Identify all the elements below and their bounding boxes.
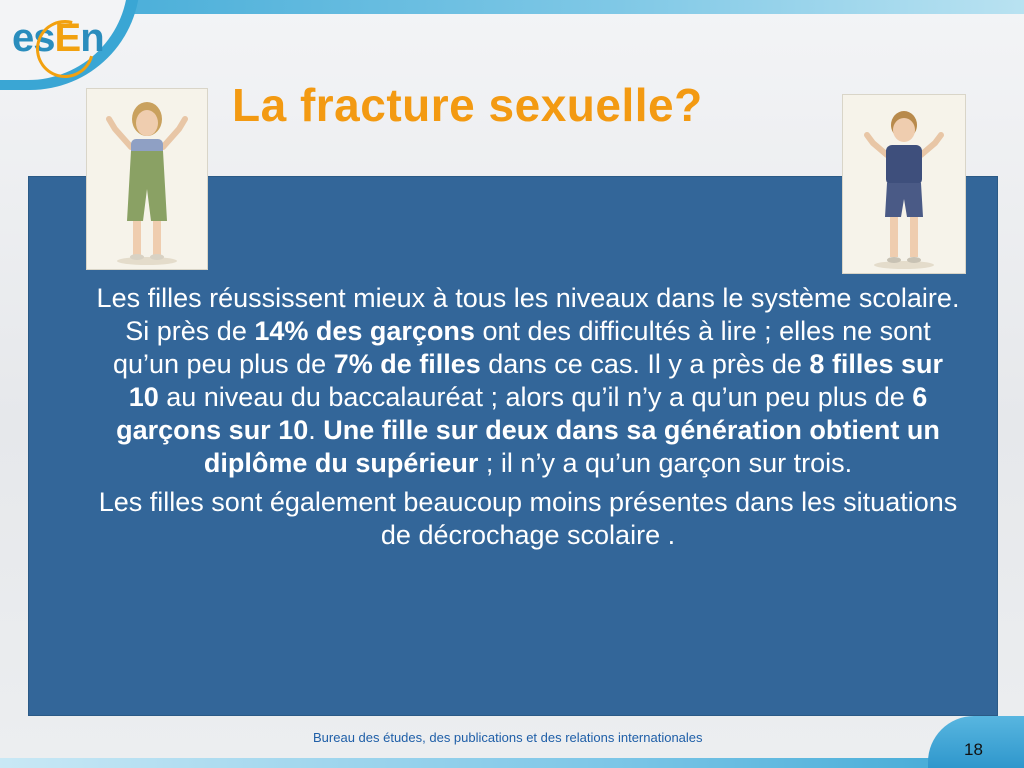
- body-paragraph-2: Les filles sont également beaucoup moins présentes dans les situations de décrochage scolaire .: [98, 487, 958, 550]
- body-p1-run: ont des difficultés à lire ; elles ne sont qu’un peu plus de: [112, 316, 931, 379]
- slide-body: [96, 282, 960, 552]
- page-number: 18: [964, 740, 983, 759]
- body-p1-bold: Une fille sur deux dans sa génération obtient un diplôme du supérieur: [203, 415, 940, 478]
- slide-title: La fracture sexuelle?: [232, 79, 703, 131]
- top-accent-band: [0, 0, 1024, 14]
- logo-text-e: E: [54, 16, 81, 60]
- body-p1-run: dans ce cas. Il y a près de: [480, 349, 810, 379]
- logo-text-prefix: es: [12, 16, 55, 60]
- body-p1-bold: 7% de filles: [333, 349, 481, 379]
- body-p1-run: ; il n’y a qu’un garçon sur trois.: [478, 448, 853, 478]
- body-paragraph-1: [96, 282, 960, 480]
- logo-text-suffix: n: [80, 16, 104, 60]
- footer-text: Bureau des études, des publications et des relations internationales: [313, 730, 703, 745]
- boy-photo: [842, 94, 966, 274]
- body-p1-bold: 8 filles sur 10: [128, 349, 943, 412]
- body-p1-bold: 6 garçons sur 10: [116, 382, 928, 445]
- body-p1-run: Les filles réussissent mieux à tous les niveaux dans le système scolaire. Si près de: [96, 283, 960, 346]
- bottom-accent-band: [0, 758, 1024, 768]
- esen-logo: [12, 18, 104, 58]
- body-p1-run: au niveau du baccalauréat ; alors qu’il n’y a qu’un peu plus de: [158, 382, 913, 412]
- body-p1-run: .: [308, 415, 324, 445]
- body-p1-bold: 14% des garçons: [254, 316, 475, 346]
- girl-photo: [86, 88, 208, 270]
